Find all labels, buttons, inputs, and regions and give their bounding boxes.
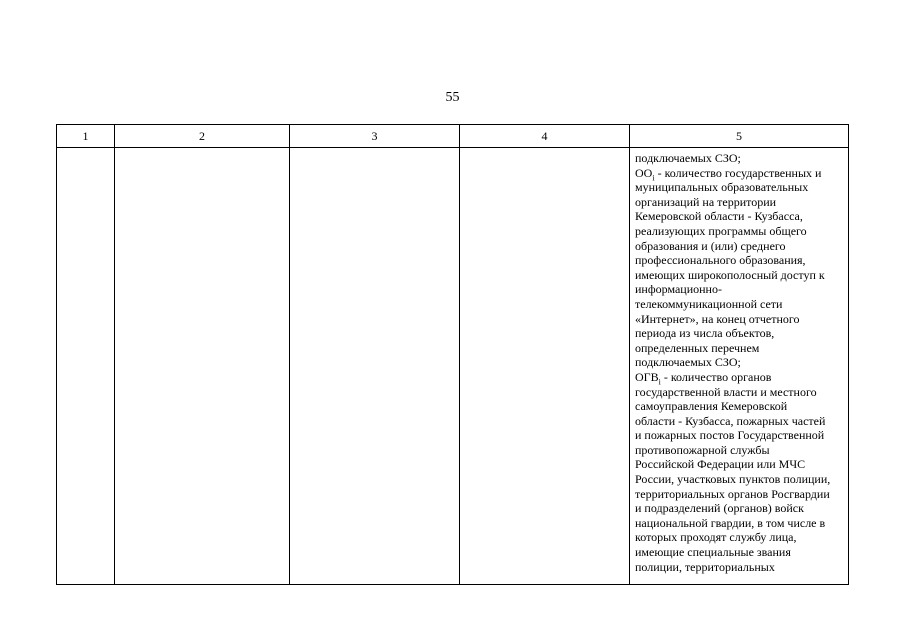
line-text: национальной гвардии, в том числе в bbox=[635, 515, 826, 530]
line-text: территориальных органов Росгвардии bbox=[635, 486, 830, 501]
line-text: подключаемых СЗО; bbox=[635, 151, 741, 165]
variable-name: ОО bbox=[635, 165, 653, 180]
text-line bbox=[635, 224, 844, 239]
variable-subscript: i bbox=[652, 172, 655, 182]
text-line bbox=[635, 487, 844, 502]
text-line bbox=[635, 166, 844, 181]
line-text: телекоммуникационной сети bbox=[635, 296, 783, 311]
line-text: области - Кузбасса, пожарных частей bbox=[635, 413, 826, 428]
text-line bbox=[635, 530, 844, 545]
document-table bbox=[56, 124, 849, 585]
text-line bbox=[635, 370, 844, 385]
line-text: Кемеровской области - Кузбасса, bbox=[635, 209, 803, 224]
line-text: - количество органов bbox=[660, 369, 772, 384]
line-text: информационно- bbox=[635, 282, 722, 297]
text-line bbox=[635, 180, 844, 195]
line-text: периода из числа объектов, bbox=[635, 326, 775, 341]
table-row bbox=[57, 148, 849, 585]
text-line bbox=[635, 195, 844, 210]
cell-col-5 bbox=[630, 148, 849, 585]
text-line bbox=[635, 501, 844, 516]
cell-col-1 bbox=[57, 148, 115, 585]
line-text: которых проходят службу лица, bbox=[635, 530, 797, 545]
text-line bbox=[635, 385, 844, 400]
text-line bbox=[635, 151, 844, 166]
table-header-row bbox=[57, 125, 849, 148]
line-text: Российской Федерации или МЧС bbox=[635, 457, 806, 472]
text-line bbox=[635, 428, 844, 443]
cell-col-3 bbox=[290, 148, 460, 585]
line-text: «Интернет», на конец отчетного bbox=[635, 311, 800, 326]
text-line bbox=[635, 253, 844, 268]
text-line bbox=[635, 326, 844, 341]
line-text: - количество государственных и bbox=[654, 165, 822, 180]
text-line bbox=[635, 239, 844, 254]
line-text: противопожарной службы bbox=[635, 442, 770, 457]
text-line bbox=[635, 414, 844, 429]
text-line bbox=[635, 297, 844, 312]
text-line bbox=[635, 341, 844, 356]
line-text: и подразделений (органов) войск bbox=[635, 501, 804, 516]
column-header-1: 1 bbox=[57, 125, 115, 148]
line-text: и пожарных постов Государственной bbox=[635, 428, 825, 443]
text-line bbox=[635, 457, 844, 472]
line-text: реализующих программы общего bbox=[635, 223, 807, 238]
text-line bbox=[635, 545, 844, 560]
text-line bbox=[635, 209, 844, 224]
line-text: государственной власти и местного bbox=[635, 384, 817, 399]
line-text: образования и (или) среднего bbox=[635, 238, 786, 253]
text-line bbox=[635, 399, 844, 414]
variable-subscript: i bbox=[658, 377, 661, 387]
text-line bbox=[635, 268, 844, 283]
line-text: полиции, территориальных bbox=[635, 559, 775, 574]
line-text: имеющих широкополосный доступ к bbox=[635, 267, 825, 282]
text-line bbox=[635, 282, 844, 297]
line-text: организаций на территории bbox=[635, 194, 777, 209]
line-text: имеющие специальные звания bbox=[635, 545, 791, 560]
line-text: муниципальных образовательных bbox=[635, 180, 809, 195]
text-line bbox=[635, 443, 844, 458]
text-line bbox=[635, 472, 844, 487]
line-text: определенных перечнем bbox=[635, 340, 760, 355]
page-number: 55 bbox=[445, 90, 460, 105]
line-text: подключаемых СЗО; bbox=[635, 355, 741, 370]
line-text: самоуправления Кемеровской bbox=[635, 399, 788, 414]
column-header-2: 2 bbox=[115, 125, 290, 148]
line-text: профессионального образования, bbox=[635, 253, 806, 268]
variable-name: ОГВ bbox=[635, 369, 659, 384]
text-line bbox=[635, 355, 844, 370]
column-header-3: 3 bbox=[290, 125, 460, 148]
text-line bbox=[635, 560, 844, 575]
column-header-5: 5 bbox=[630, 125, 849, 148]
line-text: России, участковых пунктов полиции, bbox=[635, 472, 831, 487]
cell-col-2 bbox=[115, 148, 290, 585]
cell-col-4 bbox=[460, 148, 630, 585]
column-header-4: 4 bbox=[460, 125, 630, 148]
text-line bbox=[635, 312, 844, 327]
text-line bbox=[635, 516, 844, 531]
formula-description-text bbox=[630, 148, 848, 574]
